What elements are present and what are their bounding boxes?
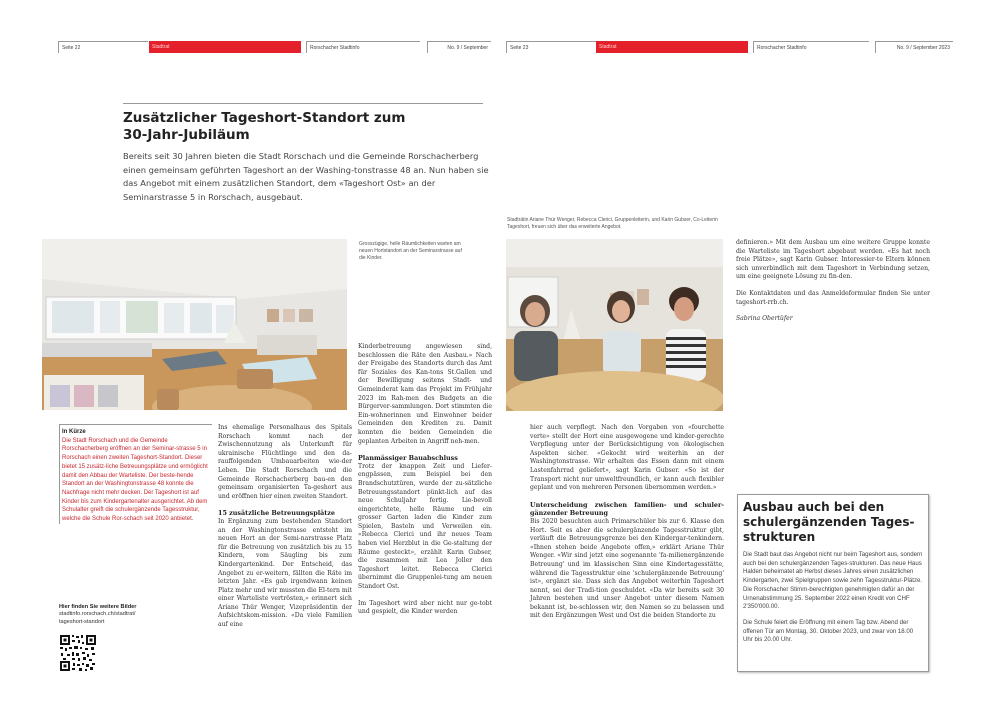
right-page-number: Seite 23: [506, 41, 596, 53]
article-headline: [123, 103, 483, 144]
left-publication-name: Rorschacher Stadtinfo: [306, 41, 420, 53]
right-issue-label: No. 9 / September 2023: [875, 41, 953, 53]
room-photo: [42, 239, 347, 410]
more-images-block: [59, 604, 209, 626]
col4-paragraph-2: Bis 2020 besuchten auch Primarschüler bis zur 6. Klasse den Hort. Seit es aber die schulergänzende Tagesstruktur gibt, verläuft die Betreuungsgrenze bei den Kindergar-tenkindern. «Ihnen stehen beide Angebote offen,» erklärt Ariane Thür Wenger. «Wir sind jetzt eine sogenannte 'fa-milienergänzende Betreuung' und im klassischen Sinn eine Kindertagesstätte, während die Tagesstruktur eine 'schulergänzende Betreuung' ist», ergänzt sie. Dass sich das Angebot weiterhin Tageshort nennt, sei der Tradi-tion geschuldet. «Da wir bereits seit 30 Jahren bestehen und unser Angebot unter diesem Namen bekannt ist, be-schlossen wir, den Namen so zu belassen und mit den Ergänzungen West und Ost die beiden Standorte zu: [530, 517, 724, 620]
col2-paragraph-2: In Ergänzung zum bestehenden Standort an der Washingtonstrasse entsteht im neuen Hort an der Semi-narstrasse Platz für die Betreuung von zusätzlich bis zu 15 Kindern, vom Säugling bis zum Kindergartenkind. Der Entscheid, das Angebot zu er-weitern, fällten die Räte im letzten Jahr. «Es gab irgendwann keinen Platz mehr und wir mussten die El-tern mit einer Warteliste vertrösten,» erinnert sich Ariane Thür Wenger, Vizepräsidentin der Aufsichtskom-mission. «Da viele Familien auf eine: [218, 517, 352, 629]
article-column-2: [218, 424, 352, 638]
people-photo: [506, 239, 723, 411]
headline-line-2: 30-Jahr-Jubiläum: [123, 127, 250, 143]
in-kuerze-box: [59, 424, 212, 524]
article-lead: Bereits seit 30 Jahren bieten die Stadt Rorschach und die Gemeinde Rorschacherberg einen gemeinsam geführten Tageshort an der Washing-tonstrasse 48 an. Nun haben sie das Angebot mit einem zusätzlichen Standort, dem «Tageshort Ost» an der Seminarstrasse 5 in Rorschach, ausgebaut.: [123, 151, 489, 202]
col5-paragraph-2: Die Kontaktdaten und das Anmeldeformular finden Sie unter tageshort-rrb.ch.: [736, 289, 930, 306]
col2-subheading: 15 zusätzliche Betreuungsplätze: [218, 509, 335, 518]
info-box-title: Ausbau auch bei den schulergänzenden Tages-strukturen: [743, 500, 915, 544]
more-images-link-line-1[interactable]: stadtinfo.rorschach.ch/stadtrat/: [59, 611, 136, 618]
in-kuerze-title: In Kürze: [62, 429, 86, 435]
qr-code[interactable]: [59, 634, 97, 672]
col3-paragraph-1: Kinderbetreuung angewiesen sind, beschlossen die Räte den Ausbau.» Nach der Freigabe des Standorts durch das Amt für Soziales des Kan-tons St.Gallen und der Bewilligung seitens Stadt- und Gemeinderat kam das Projekt im Frühjahr 2023 im Rah-men des Budgets an die Bürgerver-sammlungen. Dort stimmten die Ein-wohnerinnen und Einwohner beider Gemeinden den Krediten zu. Damit konnten die beiden Gemeinden die geplanten Arbeiten in Angriff neh-men.: [358, 343, 492, 445]
qr-code-icon: [59, 634, 97, 672]
more-images-link-line-2[interactable]: tageshort-standort: [59, 618, 105, 625]
info-box: [737, 494, 929, 672]
headline-line-1: Zusätzlicher Tageshort-Standort zum: [123, 110, 406, 126]
room-photo-caption: Grosszügige, helle Räumlichkeiten warten am neuen Hortstandort an der Seminarstrasse auf die Kinder.: [359, 241, 462, 261]
col3-paragraph-2: Trotz der knappen Zeit und Liefer-engpässen, zum Beispiel bei den Brandschutztüren, wurde der zu-sätzliche Betreuungsstandort pünkt-lich auf das neue Schuljahr fertig. Lie-bevoll eingerichtete, helle Räume und ein grosser Garten laden die Kinder zum Spielen, Basteln und Verweilen ein. «Rebecca Clerici und ihr neues Team haben viel Herzblut in die Ge-staltung der Räume gesteckt», erzählt Karin Gubser, die zusammen mit Lea Joller den Tageshort leitet. Rebecca Clerici übernimmt die Gruppenlei-tung am neuen Standort Ost.: [358, 462, 492, 591]
left-issue-label: No. 9 / September: [427, 41, 491, 53]
people-photo-illustration: [506, 239, 723, 411]
col3-paragraph-3: Im Tageshort wird aber nicht nur ge-tobt und gespielt, die Kinder werden: [358, 599, 492, 616]
col2-paragraph-1: Ins ehemalige Personalhaus des Spitals Rorschach kommt nach der Zwischennutzung als Unterkunft für ukrainische Flüchtlinge und den da-rauffolgenden Umbauarbeiten wie-der Leben. Die Stadt Rorschach und die Gemeinde Rorschacherberg bau-en den gemeinsam organisierten Ta-geshort aus und eröffnen hier einen zweiten Standort.: [218, 424, 352, 500]
left-page-number: Seite 22: [58, 41, 148, 53]
article-author: Sabrina Obertüfer: [736, 315, 793, 323]
right-section-label: Stadtrat: [596, 41, 748, 53]
info-box-paragraph-1: Die Stadt baut das Angebot nicht nur beim Tageshort aus, sondern auch bei den schulergänzenden Tages-strukturen. Das neue Haus Halden beheimatet ab Herbst dieses Jahres einen zusätzlichen Kindergarten, zwei Spielgruppen sowie zehn Tagesstruktur-Plätze. Die Rorschacher Stimm-berechtigten genehmigten dafür an der Urnenabstimmung 25. September 2022 einen Kredit von CHF 2'350'000.00.: [743, 551, 923, 611]
col3-subheading: Planmässiger Bauabschluss: [358, 454, 458, 463]
col5-paragraph-1: definieren.» Mit dem Ausbau um eine weitere Gruppe konnte die Warteliste im Tageshort abgebaut werden. «Es hat noch freie Plätze», sagt Karin Gubser. Interessier-te Eltern können sich unverbindlich mit dem Tageshort in Verbindung setzen, um eine geeignete Lösung zu fin-den.: [736, 239, 930, 281]
col4-subheading: Unterscheidung zwischen familien- und schuler-gänzender Betreuung: [530, 500, 724, 518]
room-photo-illustration: [42, 239, 347, 410]
article-column-4: [530, 424, 724, 629]
left-section-label: Stadtrat: [149, 41, 301, 53]
in-kuerze-text: Die Stadt Rorschach und die Gemeinde Rorschacherberg eröffnen an der Seminar-strasse 5 in Rorschach einen zweiten Tageshort-Standort. Dieser bietet 15 zusätz-liche Betreuungsplätze und ermöglicht damit den Abbau der Warteliste. Der beste-hende Standort an der Washingtonstrasse 48 konnte die Nachfrage nicht mehr decken. Der Tageshort ist auf Kinder bis zum Kindergartenalter ausgerichtet. Ab dem Schulalter greift die schulergänzende Tagesstruktur, welche die Schule Ror-schach seit 2020 anbietet.: [62, 437, 208, 523]
more-images-title: Hier finden Sie weitere Bilder: [59, 604, 137, 610]
info-box-paragraph-2: Die Schule feiert die Eröffnung mit einem Tag bzw. Abend der offenen Tür am Montag, 30. Oktober 2023, und zwar von 18.00 Uhr bis 20.00 Uhr.: [743, 618, 914, 644]
right-publication-name: Rorschacher Stadtinfo: [753, 41, 869, 53]
people-photo-caption: Stadträtin Ariane Thür Wenger, Rebecca Clerici, Gruppenleiterin, und Karin Gubser, Co-Leiterin Tageshort, freuen sich über das erweiterte Angebot.: [507, 217, 718, 230]
col4-paragraph-1: hier auch verpflegt. Nach den Vorgaben von «fourchette verte» stellt der Hort eine ausgewogene und kinder-gerechte Verpflegung unter der Berücksichtigung von ökologischen Aspekten sicher. «Gekocht wird weiterhin an der Washingtonstrasse. Wir erhalten das Essen dann mit einem Lastenfahrrad geliefert», sagt Karin Gubser. «So ist der Transport nicht nur umweltfreundlich, er kann auch flexibler geplant und von mehreren Personen übernommen werden.»: [530, 424, 724, 492]
article-column-3: [358, 343, 492, 625]
article-column-5: [736, 239, 930, 332]
